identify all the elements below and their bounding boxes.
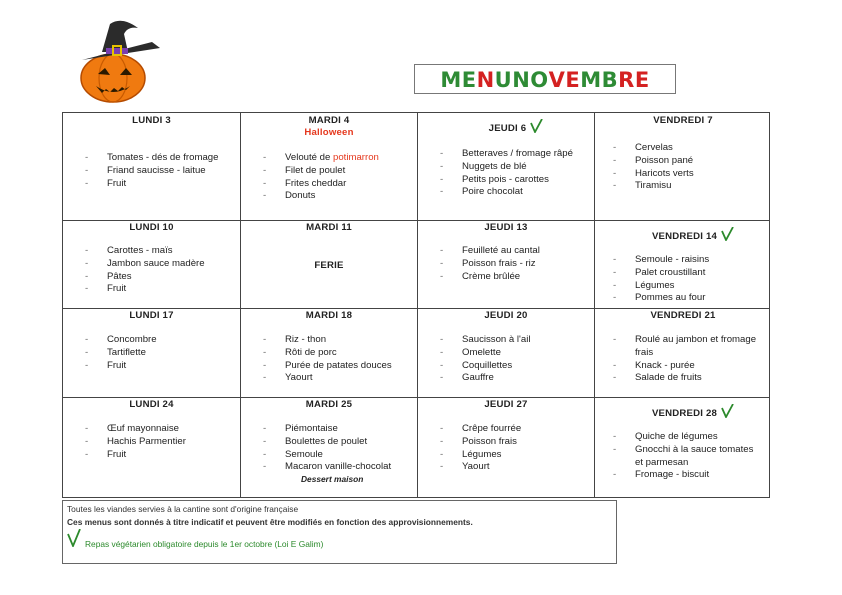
- day-label: JEUDI 27: [484, 399, 528, 410]
- menu-item: - Fruit: [85, 283, 205, 296]
- menu-item: - Friand saucisse - laitue: [85, 165, 218, 178]
- day-cell: [241, 398, 417, 498]
- menu-item: - Hachis Parmentier: [85, 436, 186, 449]
- menu-item: - Gauffre: [440, 372, 531, 385]
- menu-item: - Betteraves / fromage râpé: [440, 148, 573, 161]
- menu-item: - Poisson frais: [440, 436, 521, 449]
- title-part: RE: [618, 68, 650, 92]
- day-header: [615, 404, 771, 419]
- menu-item: - Salade de fruits: [613, 372, 763, 385]
- pumpkin-witch-hat-icon: [68, 14, 164, 104]
- day-label: LUNDI 24: [129, 399, 174, 410]
- day-label: VENDREDI 28: [651, 408, 718, 419]
- menu-item: - Gnocchi à la sauce tomates et parmesan: [613, 444, 761, 470]
- note-vegetarian-text: Repas végétarien obligatoire depuis le 1er octobre (Loi E Galim): [85, 539, 324, 549]
- menu-item: - Saucisson à l'ail: [440, 334, 531, 347]
- menu-item: - Boulettes de poulet: [263, 436, 391, 449]
- menu-item: - Concombre: [85, 334, 157, 347]
- day-label: JEUDI 6: [488, 123, 527, 134]
- day-header: [615, 227, 771, 242]
- menu-item: - Légumes: [440, 449, 521, 462]
- menu-item: - Fromage - biscuit: [613, 469, 761, 482]
- title-part: MB: [580, 68, 619, 92]
- menu-item: - Frites cheddar: [263, 178, 379, 191]
- menu-item: - Omelette: [440, 347, 531, 360]
- menu-item: - Yaourt: [263, 372, 392, 385]
- vegetarian-check-icon: [720, 227, 734, 241]
- halloween-label: Halloween: [304, 127, 354, 138]
- day-label: VENDREDI 21: [650, 310, 716, 321]
- menu-item: - Palet croustillant: [613, 267, 709, 280]
- title-part: N: [476, 68, 495, 92]
- menu-item: - Quiche de légumes: [613, 431, 761, 444]
- day-cell: [63, 221, 240, 308]
- menu-item: - Coquillettes: [440, 360, 531, 373]
- menu-item: - Haricots verts: [613, 168, 694, 181]
- day-label: VENDREDI 7: [653, 115, 713, 126]
- title-part: VE: [548, 68, 581, 92]
- menu-item: - Semoule: [263, 449, 391, 462]
- menu-item: - Pommes au four: [613, 292, 709, 305]
- menu-item: - Œuf mayonnaise: [85, 423, 186, 436]
- notes-box: [62, 500, 617, 564]
- menu-item: - Crêpe fourrée: [440, 423, 521, 436]
- title-part: ME: [440, 68, 477, 92]
- menu-item: - Macaron vanille-chocolat: [263, 461, 391, 474]
- menu-item: - Rôti de porc: [263, 347, 392, 360]
- menu-item: [263, 152, 379, 165]
- menu-item-highlight: potimarron: [333, 152, 379, 163]
- day-cell: [595, 309, 771, 397]
- day-label: VENDREDI 14: [651, 231, 718, 242]
- vegetarian-check-icon: [529, 119, 543, 133]
- day-label: MARDI 25: [305, 399, 353, 410]
- day-cell: [418, 309, 594, 397]
- menu-item: - Fruit: [85, 178, 218, 191]
- menu-item: - Yaourt: [440, 461, 521, 474]
- day-cell: [241, 113, 417, 220]
- title-part: U: [494, 68, 513, 92]
- day-label: MARDI 18: [305, 310, 353, 321]
- menu-item: - Piémontaise: [263, 423, 391, 436]
- menu-item: - Poisson frais - riz: [440, 258, 540, 271]
- menu-item: - Tomates - dés de fromage: [85, 152, 218, 165]
- day-cell: [418, 221, 594, 308]
- menu-item: - Petits pois - carottes: [440, 174, 573, 187]
- day-label: JEUDI 13: [484, 222, 528, 233]
- menu-item: - Crème brûlée: [440, 271, 540, 284]
- day-cell: [241, 221, 417, 308]
- menu-item: - Knack - purée: [613, 360, 763, 373]
- dessert-note: Dessert maison: [301, 474, 364, 484]
- menu-item: - Filet de poulet: [263, 165, 379, 178]
- menu-item: - Jambon sauce madère: [85, 258, 205, 271]
- menu-item: - Tiramisu: [613, 180, 694, 193]
- vegetarian-check-icon: [720, 404, 734, 418]
- menu-item: - Fruit: [85, 360, 157, 373]
- menu-item: - Légumes: [613, 280, 709, 293]
- menu-grid: [62, 112, 770, 498]
- menu-item: - Pâtes: [85, 271, 205, 284]
- day-cell: [595, 398, 771, 498]
- day-cell: [595, 221, 771, 308]
- day-label: MARDI 4: [308, 115, 350, 126]
- menu-item: - Poire chocolat: [440, 186, 573, 199]
- day-cell: [63, 309, 240, 397]
- day-header: [438, 119, 594, 134]
- menu-item: - Nuggets de blé: [440, 161, 573, 174]
- vegetarian-check-icon: [67, 529, 81, 547]
- menu-item: - Riz - thon: [263, 334, 392, 347]
- day-label: LUNDI 3: [132, 115, 171, 126]
- menu-item: - Donuts: [263, 190, 379, 203]
- menu-item: - Cervelas: [613, 142, 694, 155]
- menu-item: - Semoule - raisins: [613, 254, 709, 267]
- day-label: LUNDI 17: [129, 310, 174, 321]
- note-origin: Toutes les viandes servies à la cantine sont d'origine française: [67, 504, 299, 514]
- menu-item: - Feuilleté au cantal: [440, 245, 540, 258]
- day-cell: [418, 113, 594, 220]
- menu-item: - Tartiflette: [85, 347, 157, 360]
- day-cell: [63, 113, 240, 220]
- day-cell: [595, 113, 771, 220]
- day-cell: [63, 398, 240, 498]
- menu-item: - Purée de patates douces: [263, 360, 392, 373]
- day-cell: [418, 398, 594, 498]
- note-vegetarian: [67, 529, 324, 549]
- menu-title: [414, 64, 676, 94]
- note-disclaimer: Ces menus sont donnés à titre indicatif et peuvent être modifiés en fonction des approvisionnements.: [67, 517, 473, 527]
- menu-item: - Carottes - maïs: [85, 245, 205, 258]
- day-label: LUNDI 10: [129, 222, 174, 233]
- holiday-label: FERIE: [314, 260, 344, 271]
- day-label: MARDI 11: [306, 222, 352, 233]
- menu-item: - Fruit: [85, 449, 186, 462]
- day-label: JEUDI 20: [484, 310, 528, 321]
- day-cell: [241, 309, 417, 397]
- title-part: NO: [512, 68, 549, 92]
- menu-item: - Poisson pané: [613, 155, 694, 168]
- menu-item: - Roulé au jambon et fromage frais: [613, 334, 763, 360]
- menu-item-text: Velouté de: [285, 152, 334, 163]
